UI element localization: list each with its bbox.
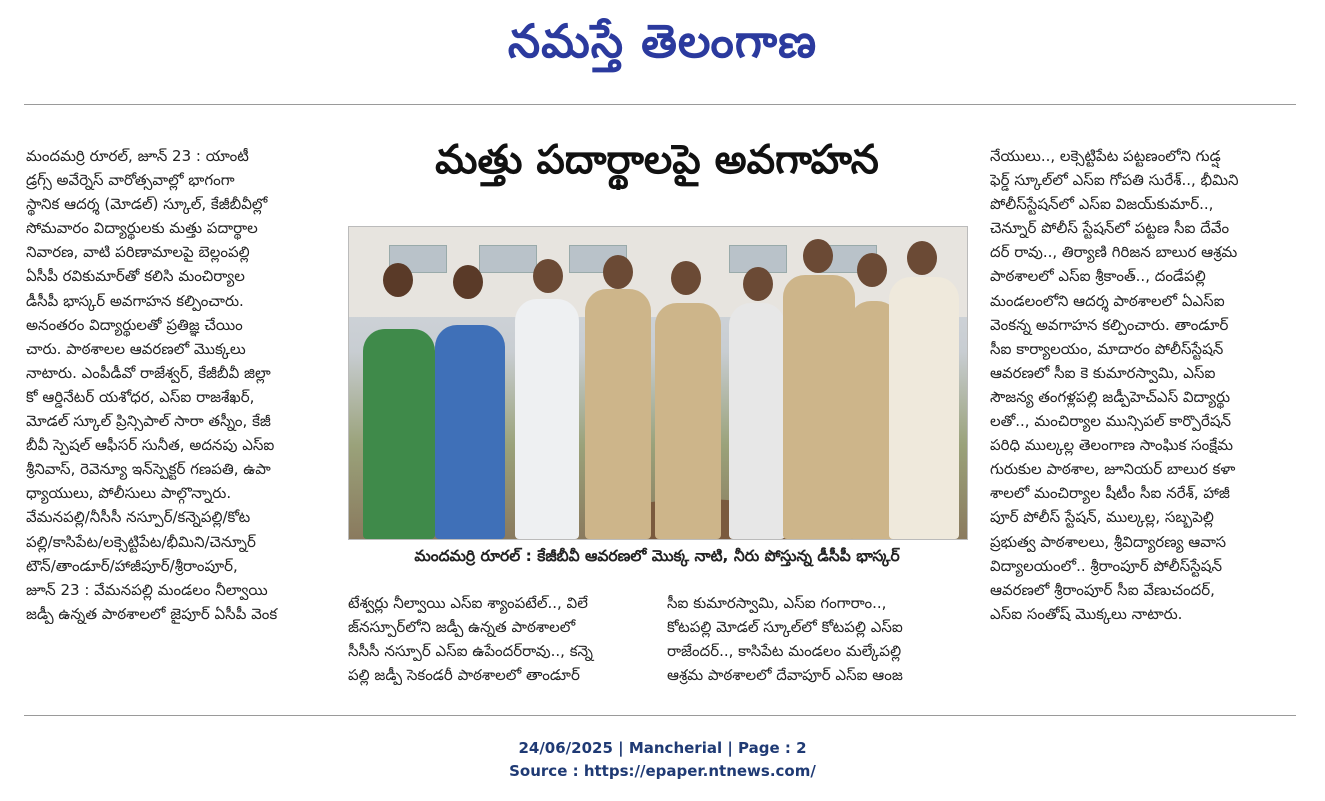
text-line: చారు. పాఠశాలల ఆవరణలో మొక్కలు (26, 339, 246, 358)
text-line: మండలంలోని ఆదర్శ పాఠశాలలో ఏఎస్ఐ (990, 291, 1225, 310)
middle-text-column-1 (348, 591, 648, 703)
text-line: సీసీసీ నస్పూర్ ఎస్ఐ ఉపేందర్‌రావు.., కన్నె (348, 642, 593, 661)
text-line: బీవీ స్పెషల్ ఆఫీసర్ సునీత, అదనపు ఎస్ఐ (26, 436, 275, 455)
text-line: ప్రభుత్వ పాఠశాలలు, శ్రీవిద్యారణ్య ఆవాస (990, 532, 1226, 551)
person-police-2 (655, 303, 721, 539)
person-white-shirt-2 (729, 303, 785, 539)
text-line: మందమర్రి రూరల్, జూన్ 23 : యాంటీ (26, 147, 249, 165)
text-line: సీఐ కుమారస్వామి, ఎస్ఐ గంగారాం.., (667, 594, 887, 612)
text-line: కో ఆర్డినేటర్ యశోధర, ఎస్ఐ రాజశేఖర్, (26, 387, 255, 406)
person-woman-green (363, 329, 435, 539)
text-line: డీసీపీ భాస్కర్ అవగాహన కల్పించారు. (26, 291, 244, 310)
person-checked-shirt (889, 277, 959, 539)
article-headline: మత్తు పదార్థాలపై అవగాహన (435, 137, 879, 183)
bottom-divider (24, 715, 1296, 716)
text-line: సోమవారం విద్యార్థులకు మత్తు పదార్థాల (26, 219, 258, 238)
text-line: నేయులు.., లక్సెట్టిపేట పట్టణంలోని గుడ్ష (990, 147, 1221, 165)
right-text-column (990, 144, 1292, 704)
text-line: జడ్పీ ఉన్నత పాఠశాలలో జైపూర్ ఏసీపీ వెంక (26, 604, 278, 623)
text-line: పరిధి ముల్కల్ల తెలంగాణ సాంఘిక సంక్షేమ (990, 436, 1233, 455)
text-line: ఫెర్డ్ స్కూల్‌లో ఎస్ఐ గోపతి సురేశ్.., భీమిని (990, 171, 1239, 190)
text-line: సీఐ కార్యాలయం, మాదారం పోలీస్‌స్టేషన్ (990, 339, 1224, 358)
person-police-1 (585, 289, 651, 539)
text-line: నివారణ, వాటి పరిణామాలపై బెల్లంపల్లి (26, 243, 250, 262)
footer-date-edition: 24/06/2025 | Mancherial | Page : 2 (518, 739, 807, 757)
text-line: స్థానిక ఆదర్శ (మోడల్) స్కూల్, కేజీబీవీల్లో (26, 195, 268, 214)
text-line: పల్లి జడ్పీ సెకండరీ పాఠశాలలో తాండూర్ (348, 666, 580, 685)
text-line: దర్ రావు.., తిర్యాణి గిరిజన బాలుర ఆశ్రమ (990, 243, 1238, 262)
text-line: పాఠశాలలో ఎస్ఐ శ్రీకాంత్.., దండేపల్లి (990, 267, 1206, 286)
middle-text-column-2 (667, 591, 969, 703)
person-white-shirt (515, 299, 579, 539)
text-line: వెంకన్న అవగాహన కల్పించారు. తాండూర్ (990, 315, 1229, 334)
news-photo (348, 226, 968, 540)
photo-caption: మందమర్రి రూరల్ : కేజీబీవీ ఆవరణలో మొక్క నాటి, నీరు పోస్తున్న డీసీపీ భాస్కర్ (414, 547, 900, 565)
text-line: మోడల్ స్కూల్ ప్రిన్సిపాల్ సారా తస్నీం, కేజీ (26, 412, 271, 431)
text-line: లతో.., మంచిర్యాల మున్సిపల్ కార్పొరేషన్ (990, 412, 1232, 431)
left-text-column (26, 144, 328, 704)
masthead-title: నమస్తే తెలంగాణ (507, 14, 818, 68)
text-line: కోటపల్లి మోడల్ స్కూల్‌లో కోటపల్లి ఎస్ఐ (667, 618, 903, 637)
text-line: శాలలో మంచిర్యాల షీటీం సీఐ నరేశ్, హాజీ (990, 484, 1230, 503)
top-divider (24, 104, 1296, 105)
text-line: రాజేందర్.., కాసిపేట మండలం మల్కేపల్లి (667, 642, 902, 661)
text-line: ఆవరణలో శ్రీరాంపూర్ సీఐ వేణుచందర్, (990, 580, 1215, 599)
text-line: ఆవరణలో సీఐ కె కుమారస్వామి, ఎస్ఐ (990, 363, 1216, 382)
text-line: ఎస్ఐ సంతోష్ మొక్కలు నాటారు. (990, 604, 1183, 623)
text-line: పోలీస్‌స్టేషన్‌లో ఎస్ఐ విజయ్‌కుమార్.., (990, 195, 1214, 214)
text-line: విద్యాలయంలో.. శ్రీరాంపూర్ పోలీస్‌స్టేషన్ (990, 556, 1222, 575)
text-line: పూర్ పోలీస్ స్టేషన్, ముల్కల్ల, సబ్బపెల్లి (990, 508, 1214, 527)
text-line: సౌజన్య తంగళ్లపల్లి జడ్పీహెచ్ఎస్ విద్యార్థు (990, 387, 1231, 406)
text-line: టౌన్/తాండూర్/హాజీపూర్/శ్రీరాంపూర్, (26, 556, 238, 575)
text-line: గురుకుల పాఠశాల, జూనియర్ బాలుర కళా (990, 460, 1236, 479)
text-line: జూన్ 23 : వేమనపల్లి మండలం నీల్వాయి (26, 580, 268, 599)
footer-source-link[interactable]: Source : https://epaper.ntnews.com/ (509, 762, 816, 780)
text-line: అనంతరం విద్యార్థులతో ప్రతిజ్ఞ చేయిం (26, 315, 243, 334)
text-line: టేశ్వర్లు నీల్వాయి ఎస్ఐ శ్యాంపటేల్.., విలే (348, 594, 588, 612)
text-line: నాటారు. ఎంపీడీవో రాజేశ్వర్, కేజీబీవీ జిల్లా (26, 363, 271, 382)
text-line: శ్రీనివాస్, రెవెన్యూ ఇన్‌స్పెక్టర్ గణపతి, ఉపా (26, 460, 271, 479)
text-line: వేమనపల్లి/నీసీసీ నస్పూర్/కన్నెపల్లి/కోట (26, 508, 251, 527)
text-line: ధ్యాయులు, పోలీసులు పాల్గొన్నారు. (26, 484, 232, 503)
text-line: పల్లి/కాసిపేట/లక్సెట్టిపేట/భీమిని/చెన్నూర్ (26, 532, 256, 551)
text-line: జ్‌నస్పూర్‌లోని జడ్పీ ఉన్నత పాఠశాలలో (348, 618, 576, 637)
text-line: ఆశ్రమ పాఠశాలలో దేవాపూర్ ఎస్ఐ ఆంజ (667, 666, 903, 685)
person-police-3 (783, 275, 855, 539)
text-line: చెన్నూర్ పోలీస్ స్టేషన్‌లో పట్టణ సీఐ దేవేం (990, 219, 1230, 238)
text-line: ఏసీపీ రవికుమార్‌తో కలిసి మంచిర్యాల (26, 267, 245, 286)
person-woman-blue (435, 325, 505, 539)
text-line: డ్రగ్స్ అవేర్నెస్ వారోత్సవాల్లో భాగంగా (26, 171, 235, 190)
